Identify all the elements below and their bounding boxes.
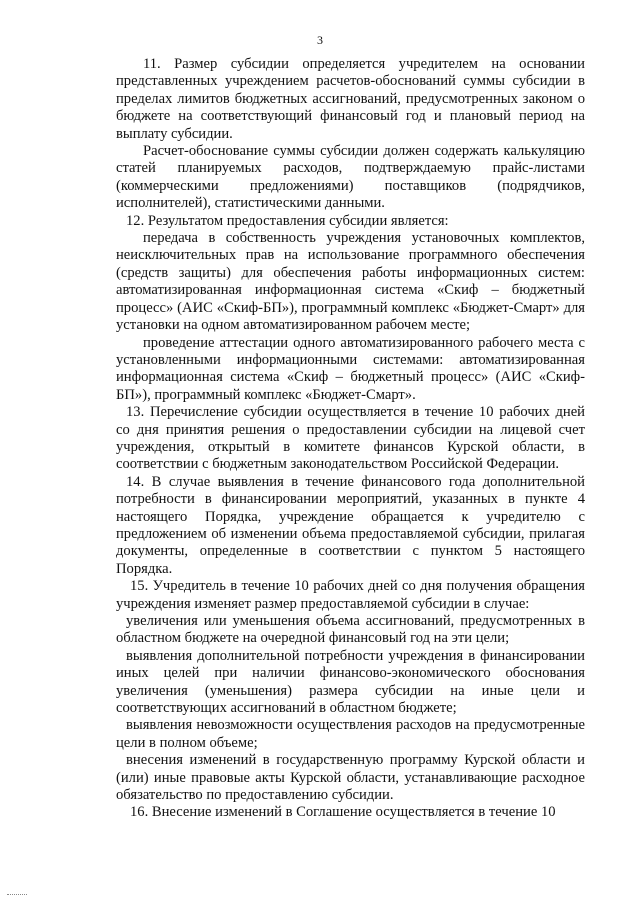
paragraph-additional-need: выявления дополнительной потребности учреждения в финансировании иных целей при наличии финансово-экономического обоснования увеличения (уменьшения) размера субсидии на иные цели и соответствующих ассигнований в областном бюджете; [116,647,585,717]
scan-mark [7,893,27,895]
paragraph-16: 16. Внесение изменений в Соглашение осуществляется в течение 10 [130,804,556,821]
paragraph-15: 15. Учредитель в течение 10 рабочих дней со дня получения обращения учреждения изменяет размер предоставляемой субсидии в случае: [116,578,585,612]
paragraph-12: 12. Результатом предоставления субсидии является: [126,212,449,229]
document-body [116,56,585,822]
paragraph-calculation: Расчет-обоснование суммы субсидии должен содержать калькуляцию статей планируемых расходов, подтверждаемую прайс-листами (коммерческими предложениями) поставщиков (подрядчиков, исполнителей), статистическими данными. [116,143,585,212]
paragraph-amendments: внесения изменений в государственную программу Курской области и (или) иные правовые акты Курской области, устанавливающие расходное обязательство по предоставлению субсидии. [116,752,585,804]
paragraph-11: 11. Размер субсидии определяется учредителем на основании представленных учреждением расчетов-обоснований суммы субсидии в пределах лимитов бюджетных ассигнований, предусмотренных законом о бюджете на соответствующий финансовый год и плановый период на выплату субсидии. [116,56,585,142]
paragraph-increase: увеличения или уменьшения объема ассигнований, предусмотренных в областном бюджете на очередной финансовый год на эти цели; [116,613,585,647]
paragraph-attestation: проведение аттестации одного автоматизированного рабочего места с установленными информационными системами: автоматизированная информационная система «Скиф – бюджетный процесс» (АИС «Скиф-БП»), программный комплекс «Бюджет-Смарт». [116,334,585,403]
paragraph-14: 14. В случае выявления в течение финансового года дополнительной потребности в финансировании мероприятий, указанных в пункте 4 настоящего Порядка, учреждение обращается к учредителю с предложением об изменении объема предоставляемой субсидии, прилагая документы, определенные в соответствии с пунктом 5 настоящего Порядка. [116,473,585,577]
paragraph-impossibility: выявления невозможности осуществления расходов на предусмотренные цели в полном объеме; [116,717,585,751]
paragraph-13: 13. Перечисление субсидии осуществляется в течение 10 рабочих дней со дня принятия решения о предоставлении субсидии на лицевой счет учреждения, открытый в комитете финансов Курской области, в соответствии с бюджетным законодательством Российской Федерации. [116,404,585,473]
paragraph-transfer: передача в собственность учреждения установочных комплектов, неисключительных прав на использование программного обеспечения (средств защиты) для обеспечения работы информационных систем: автоматизированная информационная система «Скиф – бюджетный процесс» (АИС «Скиф-БП»), программный комплекс «Бюджет-Смарт» для установки на одном автоматизированном рабочем месте; [116,230,585,334]
page-number: 3 [317,33,323,47]
